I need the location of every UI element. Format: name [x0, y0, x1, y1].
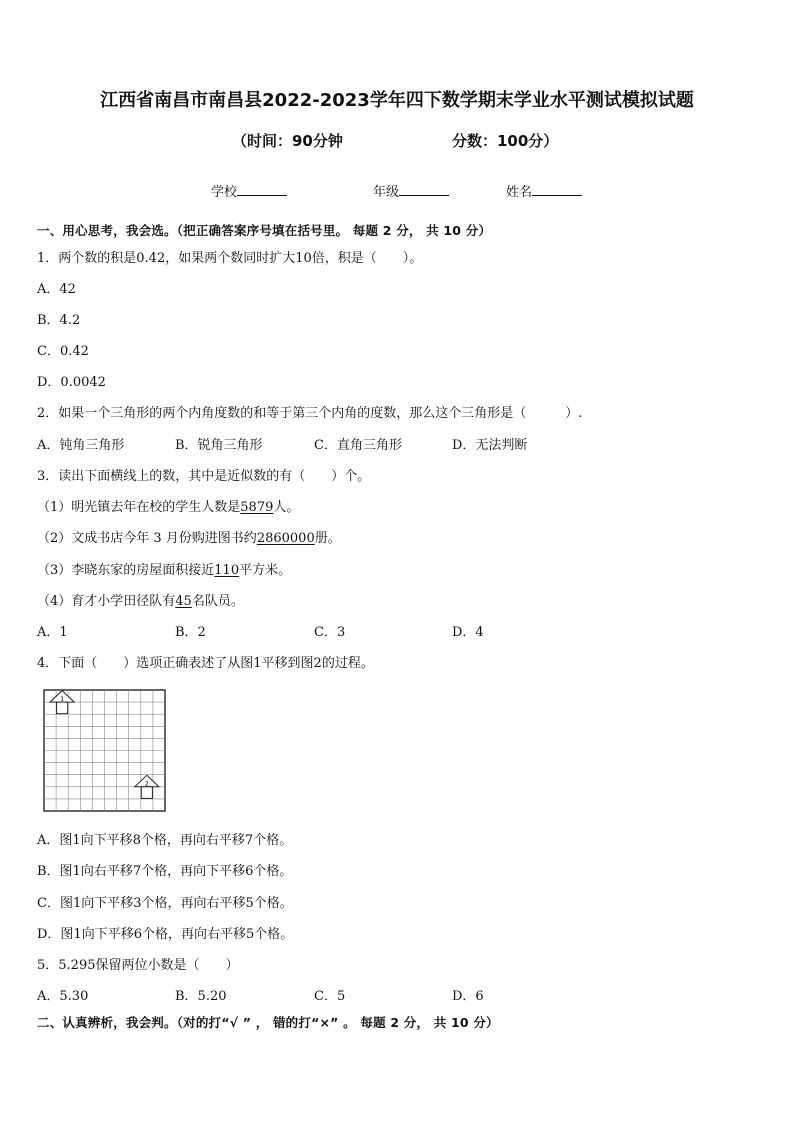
- figure-2-body: [141, 787, 152, 799]
- q3-item-3: [37, 562, 291, 580]
- q1-option-c: C．0.42: [37, 344, 89, 359]
- q3-item-3-unit: 平方米。: [239, 563, 292, 578]
- q4-option-c: C．图1向下平移3个格，再向右平移5个格。: [37, 896, 293, 911]
- name-label: 姓名: [506, 185, 533, 200]
- q3-item-1-number: 5879: [240, 500, 274, 515]
- grid-figure: [43, 689, 167, 813]
- figure-1-body: [57, 702, 68, 714]
- q4-stem: 4．下面（ ）选项正确表述了从图1平移到图2的过程。: [37, 656, 374, 671]
- school-label: 学校: [211, 185, 238, 200]
- q5-option-c: C．5: [314, 989, 346, 1004]
- q5-option-b: B．5.20: [175, 989, 227, 1004]
- q3-stem: 3．读出下面横线上的数，其中是近似数的有（ ）个。: [37, 469, 371, 484]
- q5-option-d: D．6: [452, 989, 484, 1004]
- q5-stem: 5．5.295保留两位小数是（ ）: [37, 958, 239, 973]
- q3-item-3-text: （3）李晓东家的房屋面积接近: [37, 563, 215, 578]
- q3-item-3-number: 110: [214, 563, 240, 578]
- figure-2-label: 2: [144, 780, 149, 788]
- q3-item-1: [37, 499, 299, 517]
- q5-option-a: A．5.30: [37, 989, 89, 1004]
- section1-heading: 一、用心思考，我会选。（把正确答案序号填在括号里。 每题 2 分， 共 10 分）: [37, 223, 492, 238]
- grade-label: 年级: [373, 185, 400, 200]
- q4-option-a: A．图1向下平移8个格，再向右平移7个格。: [37, 833, 293, 848]
- exam-title: 江西省南昌市南昌县2022-2023学年四下数学期末学业水平测试模拟试题: [100, 90, 694, 111]
- grade-field: [373, 181, 449, 200]
- q3-item-4-text: （4）育才小学田径队有: [37, 594, 176, 609]
- q1-option-a: A．42: [37, 282, 76, 297]
- q3-option-d: D．4: [452, 625, 484, 640]
- q3-item-2-text: （2）文成书店今年 3 月份购进图书约: [37, 531, 257, 546]
- name-blank: [532, 195, 582, 196]
- q2-stem: 2．如果一个三角形的两个内角度数的和等于第三个内角的度数，那么这个三角形是（ ）.: [37, 406, 583, 421]
- q4-option-d: D．图1向下平移6个格，再向右平移5个格。: [37, 927, 294, 942]
- time-limit: （时间：90分钟: [232, 132, 343, 150]
- name-field: [506, 181, 582, 200]
- q3-option-c: C．3: [314, 625, 346, 640]
- q3-item-2: [37, 530, 341, 548]
- grade-blank: [399, 195, 449, 196]
- q3-item-4-number: 45: [175, 594, 192, 609]
- q3-option-b: B．2: [175, 625, 206, 640]
- section2-heading: 二、认真辨析，我会判。（对的打“√ ” ， 错的打“×” 。 每题 2 分， 共 10 分）: [37, 1015, 499, 1030]
- total-score: 分数：100分）: [452, 132, 559, 150]
- school-blank: [237, 195, 287, 196]
- q3-option-a: A．1: [37, 625, 68, 640]
- q2-option-a: A．钝角三角形: [37, 438, 125, 453]
- q2-option-b: B．锐角三角形: [175, 438, 263, 453]
- q3-item-2-unit: 册。: [314, 531, 341, 546]
- q3-item-4-unit: 名队员。: [191, 594, 244, 609]
- q1-option-d: D．0.0042: [37, 375, 106, 390]
- q3-item-2-number: 2860000: [256, 531, 315, 546]
- translation-figure: [43, 689, 167, 817]
- school-field: [211, 181, 287, 200]
- figure-1-label: 1: [60, 695, 65, 703]
- q3-item-1-unit: 人。: [273, 500, 300, 515]
- q3-item-1-text: （1）明光镇去年在校的学生人数是: [37, 500, 241, 515]
- q1-option-b: B．4.2: [37, 313, 81, 328]
- q3-item-4: [37, 593, 244, 611]
- q2-option-d: D．无法判断: [452, 438, 528, 453]
- q2-option-c: C．直角三角形: [314, 438, 402, 453]
- q4-option-b: B．图1向右平移7个格，再向下平移6个格。: [37, 864, 293, 879]
- q1-stem: 1．两个数的积是0.42，如果两个数同时扩大10倍，积是（ ）。: [37, 251, 423, 266]
